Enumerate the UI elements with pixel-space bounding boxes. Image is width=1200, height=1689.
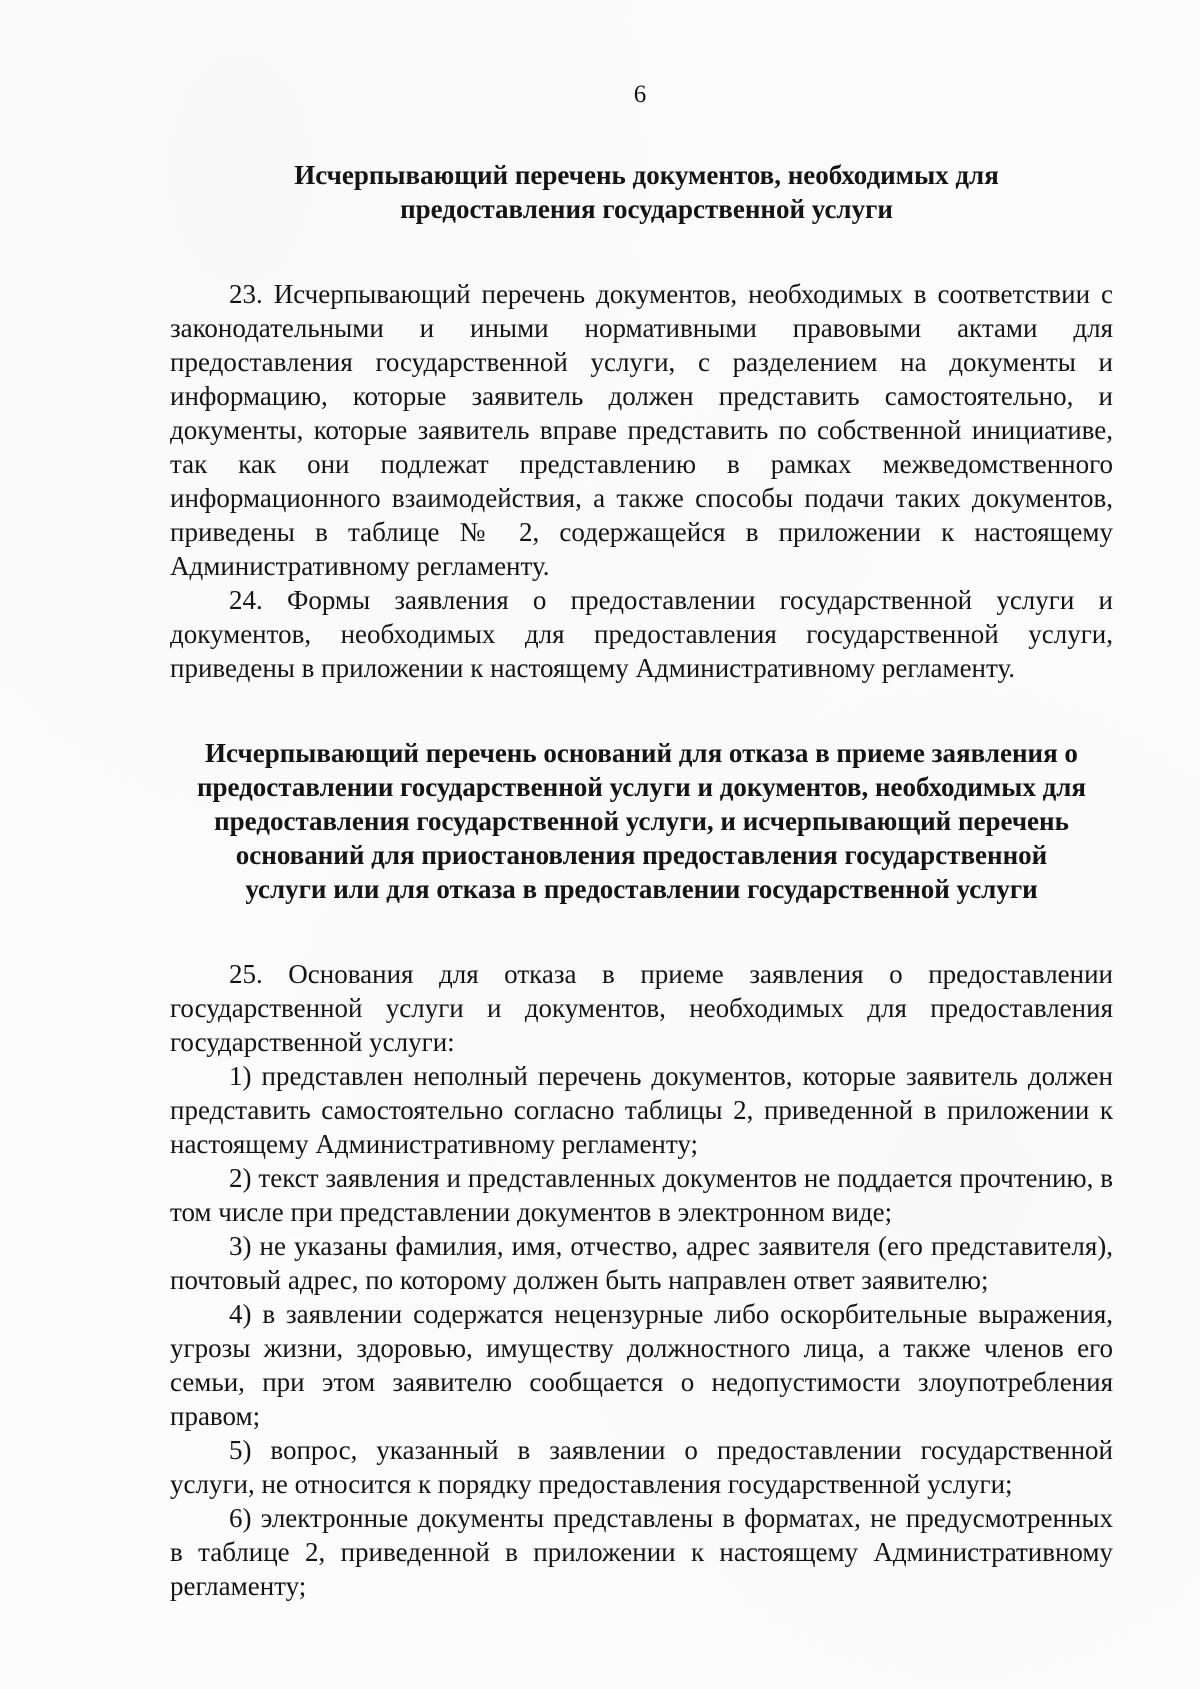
list-item-2: 2) текст заявления и представленных документов не поддается прочтению, в том числе при представлении документов в электронном виде; — [170, 1163, 1113, 1227]
list-item-4: 4) в заявлении содержатся нецензурные либо оскорбительные выражения, угрозы жизни, здоровью, имуществу должностного лица, а также членов его семьи, при этом заявителю сообщается о недопустимости злоупотребления правом; — [170, 1299, 1113, 1431]
heading-line: Исчерпывающий перечень оснований для отказа в приеме заявления о — [205, 738, 1078, 768]
list-item-3: 3) не указаны фамилия, имя, отчество, адрес заявителя (его представителя), почтовый адрес, по которому должен быть направлен ответ заявителю; — [170, 1231, 1113, 1295]
paragraph-25: 25. Основания для отказа в приеме заявления о предоставлении государственной услуги и документов, необходимых для предоставления государственной услуги: — [170, 959, 1113, 1057]
section-heading-documents — [180, 158, 1113, 226]
list-item-5: 5) вопрос, указанный в заявлении о предоставлении государственной услуги, не относится к порядку предоставления государственной услуги; — [170, 1435, 1113, 1499]
list-item-1: 1) представлен неполный перечень документов, которые заявитель должен представить самостоятельно согласно таблицы 2, приведенной в приложении к настоящему Административному регламенту; — [170, 1061, 1113, 1159]
page-number: 6 — [633, 81, 647, 108]
heading-line: оснований для приостановления предоставления государственной — [235, 840, 1048, 870]
list-item-6: 6) электронные документы представлены в форматах, не предусмотренных в таблице 2, приведенной в приложении к настоящему Административному регламенту; — [170, 1503, 1113, 1601]
paragraph-23: 23. Исчерпывающий перечень документов, необходимых в соответствии с законодательными и иными нормативными правовыми актами для предоставления государственной услуги, с разделением на документы и информацию, которые заявитель должен представить самостоятельно, и документы, которые заявитель вправе представить по собственной инициативе, так как они подлежат представлению в рамках межведомственного информационного взаимодействия, а также способы подачи таких документов, приведены в таблице № 2, содержащейся в приложении к настоящему Административному регламенту. — [170, 279, 1113, 581]
heading-line: Исчерпывающий перечень документов, необходимых для — [294, 160, 999, 190]
paragraph-24: 24. Формы заявления о предоставлении государственной услуги и документов, необходимых для предоставления государственной услуги, приведены в приложении к настоящему Административному регламенту. — [170, 585, 1113, 683]
heading-line: предоставления государственной услуги — [400, 194, 893, 224]
heading-line: предоставлении государственной услуги и документов, необходимых для — [196, 772, 1087, 802]
section-heading-refusal-grounds — [170, 736, 1113, 906]
heading-line: предоставления государственной услуги, и исчерпывающий перечень — [214, 806, 1069, 836]
heading-line: услуги или для отказа в предоставлении государственной услуги — [245, 874, 1038, 904]
document-body — [170, 158, 1113, 1603]
